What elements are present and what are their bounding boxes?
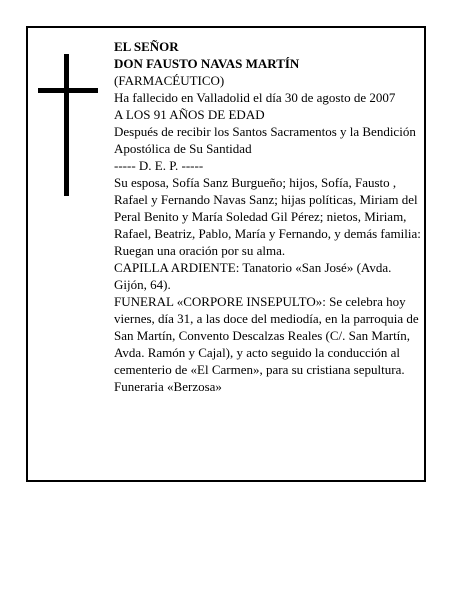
funeral-info: FUNERAL «CORPORE INSEPULTO»: Se celebra hoy viernes, día 31, a las doce del mediodía, en la parroquia de San Martín, Convento Descalzas Reales (C/. San Martín, Avda. Ramón y Cajal), y acto seguido la conducción al cementerio de «El Carmen», para su cristiana sepultura. [114, 294, 419, 377]
family-list: Su esposa, Sofía Sanz Burgueño; hijos, Sofía, Fausto , Rafael y Fernando Navas Sanz; hijas políticas, Miriam del Peral Benito y María Soledad Gil Pérez; nietos, Miriam, Rafael, Beatriz, Pablo, María y Fernando, y demás familia: [114, 175, 421, 241]
death-statement: Ha fallecido en Valladolid el día 30 de agosto de 2007 [114, 90, 396, 105]
cross-horizontal-bar [38, 88, 98, 93]
sacraments-statement: Después de recibir los Santos Sacramentos y la Bendición Apostólica de Su Santidad [114, 124, 416, 156]
deceased-profession: (FARMACÉUTICO) [114, 73, 225, 88]
age-statement: A LOS 91 AÑOS DE EDAD [114, 107, 265, 122]
funeral-home: Funeraria «Berzosa» [114, 379, 222, 394]
obituary-text [114, 38, 426, 395]
cross-vertical-bar [64, 54, 69, 196]
deceased-name: DON FAUSTO NAVAS MARTÍN [114, 56, 300, 71]
notice-header: EL SEÑOR [114, 39, 179, 54]
latin-cross-icon [38, 54, 98, 196]
chapel-info: CAPILLA ARDIENTE: Tanatorio «San José» (Avda. Gijón, 64). [114, 260, 392, 292]
prayer-request: Ruegan una oración por su alma. [114, 243, 286, 258]
rip-line: ----- D. E. P. ----- [114, 158, 204, 173]
